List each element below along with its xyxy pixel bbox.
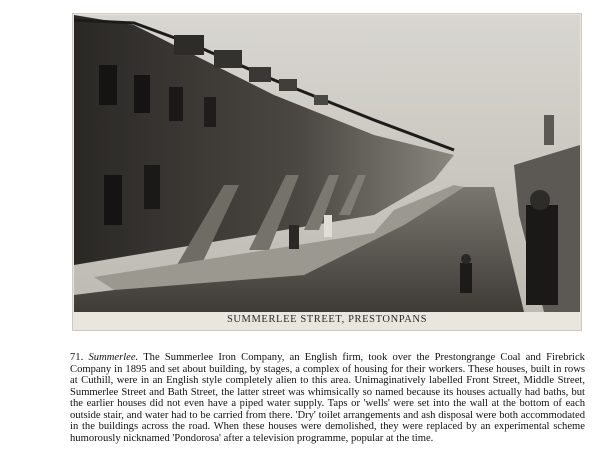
description-text: The Summerlee Iron Company, an English firm, took over the Prestongrange Coal and Firebrick Company in 1895 and set about building, by stages, a complex of housing for their workers. These houses, built in rows at Cuthill, were in an English style completely alien to this area. Unimaginatively labelled Front Street, Middle Street, Summerlee Street and Bath Street, the latter street was whimsically so named because its houses actually had baths, but the earlier houses did not even have a piped water supply. Taps or 'wells' were set into the wall at the bottom of each outside stair, and water had to be carried from there. 'Dry' toilet arrangements and ash disposal were both accommodated in the buildings across the road. When these houses were demolished, they were replaced by an experimental scheme humorously nicknamed 'Pondorosa' after a television programme, popular at the time.: [70, 352, 585, 444]
item-number: 71.: [70, 352, 84, 363]
body-paragraph: [70, 352, 585, 444]
photo-frame: [72, 13, 582, 331]
street-photograph: [74, 15, 580, 312]
photo-caption: SUMMERLEE STREET, PRESTONPANS: [226, 314, 428, 325]
place-name: Summerlee.: [88, 352, 139, 363]
